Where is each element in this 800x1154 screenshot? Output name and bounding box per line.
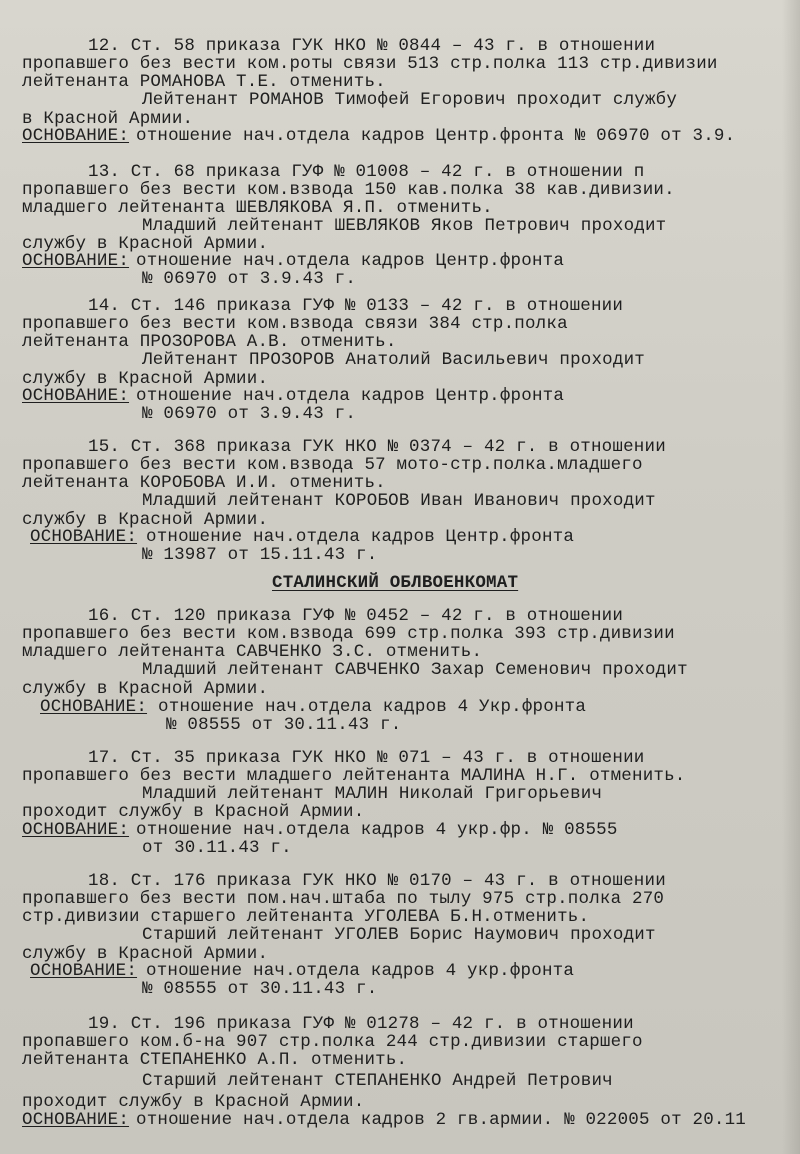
item-15-line-1: 15. Ст. 368 приказа ГУК НКО № 0374 – 42 г. в отношении	[88, 437, 666, 457]
item-13-basis-label: ОСНОВАНИЕ:	[22, 251, 130, 271]
item-16-basis-text: отношение нач.отдела кадров 4 Укр.фронта	[158, 697, 587, 717]
item-14-basis-label: ОСНОВАНИЕ:	[22, 386, 130, 406]
item-14-line-5: службу в Красной Армии.	[22, 369, 269, 389]
item-17-line-4: проходит службу в Красной Армии.	[22, 802, 365, 822]
item-14-basis-text: отношение нач.отдела кадров Центр.фронта	[136, 386, 565, 406]
item-13-line-1: 13. Ст. 68 приказа ГУФ № 01008 – 42 г. в отношении п	[88, 162, 645, 182]
item-12-line-1: 12. Ст. 58 приказа ГУК НКО № 0844 – 43 г. в отношении	[88, 36, 656, 56]
item-15-line-2: пропавшего без вести ком.взвода 57 мото-стр.полка.младшего	[22, 455, 643, 475]
item-17-line-3: Младший лейтенант МАЛИН Николай Григорьевич	[142, 784, 603, 804]
item-18-line-4: Старший лейтенант УГОЛЕВ Борис Наумович проходит	[142, 925, 656, 945]
item-18-basis-number: № 08555 от 30.11.43 г.	[142, 979, 378, 999]
item-16-line-2: пропавшего без вести ком.взвода 699 стр.полка 393 стр.дивизии	[22, 624, 675, 644]
item-19-line-1: 19. Ст. 196 приказа ГУФ № 01278 – 42 г. в отношении	[88, 1014, 634, 1034]
item-16-line-1: 16. Ст. 120 приказа ГУФ № 0452 – 42 г. в отношении	[88, 606, 624, 626]
item-15-line-3: лейтенанта КОРОБОВА И.И. отменить.	[22, 473, 386, 493]
item-19-line-3: лейтенанта СТЕПАНЕНКО А.П. отменить.	[22, 1050, 408, 1070]
item-14-line-4: Лейтенант ПРОЗОРОВ Анатолий Васильевич проходит	[142, 350, 645, 370]
item-17-line-2: пропавшего без вести младшего лейтенанта МАЛИНА Н.Г. отменить.	[22, 766, 686, 786]
item-14-line-1: 14. Ст. 146 приказа ГУФ № 0133 – 42 г. в отношении	[88, 296, 624, 316]
item-15-line-5: службу в Красной Армии.	[22, 510, 269, 530]
item-12-line-5: в Красной Армии.	[22, 109, 194, 129]
item-13-basis-number: № 06970 от 3.9.43 г.	[142, 269, 357, 289]
item-17-basis-label: ОСНОВАНИЕ:	[22, 820, 130, 840]
item-19-basis-label: ОСНОВАНИЕ:	[22, 1110, 130, 1130]
item-12-line-2: пропавшего без вести ком.роты связи 513 стр.полка 113 стр.дивизии	[22, 54, 718, 74]
item-18-basis-text: отношение нач.отдела кадров 4 укр.фронта	[146, 961, 575, 981]
item-18-line-5: службу в Красной Армии.	[22, 944, 269, 964]
item-13-line-4: Младший лейтенант ШЕВЛЯКОВ Яков Петрович проходит	[142, 216, 667, 236]
item-14-basis-number: № 06970 от 3.9.43 г.	[142, 404, 357, 424]
item-15-basis-label: ОСНОВАНИЕ:	[30, 527, 138, 547]
item-19-basis-text: отношение нач.отдела кадров 2 гв.армии. № 022005 от 20.11	[136, 1110, 746, 1130]
item-17-basis-text: отношение нач.отдела кадров 4 укр.фр. № 08555	[136, 820, 618, 840]
item-13-line-2: пропавшего без вести ком.взвода 150 кав.полка 38 кав.дивизии.	[22, 180, 675, 200]
item-15-basis-number: № 13987 от 15.11.43 г.	[142, 545, 378, 565]
item-13-line-5: службу в Красной Армии.	[22, 234, 269, 254]
item-18-line-2: пропавшего без вести пом.нач.штаба по тылу 975 стр.полка 270	[22, 889, 665, 909]
item-14-line-2: пропавшего без вести ком.взвода связи 384 стр.полка	[22, 314, 568, 334]
item-16-line-3: младшего лейтенанта САВЧЕНКО З.С. отменить.	[22, 642, 483, 662]
item-13-line-3: младшего лейтенанта ШЕВЛЯКОВА Я.П. отменить.	[22, 198, 493, 218]
item-16-line-5: службу в Красной Армии.	[22, 679, 269, 699]
item-19-line-2: пропавшего ком.б-на 907 стр.полка 244 стр.дивизии старшего	[22, 1032, 643, 1052]
item-12-basis-label: ОСНОВАНИЕ:	[22, 126, 130, 146]
item-12-basis-text: отношение нач.отдела кадров Центр.фронта № 06970 от 3.9.	[136, 126, 736, 146]
item-18-line-3: стр.дивизии старшего лейтенанта УГОЛЕВА Б.Н.отменить.	[22, 907, 590, 927]
item-12-line-3: лейтенанта РОМАНОВА Т.Е. отменить.	[22, 72, 386, 92]
item-14-line-3: лейтенанта ПРОЗОРОВА А.В. отменить.	[22, 332, 397, 352]
page-fold-shadow	[782, 0, 800, 1154]
item-19-line-4: Старший лейтенант СТЕПАНЕНКО Андрей Петрович	[142, 1071, 613, 1091]
item-15-line-4: Младший лейтенант КОРОБОВ Иван Иванович проходит	[142, 491, 656, 511]
item-19-line-5: проходит службу в Красной Армии.	[22, 1092, 365, 1112]
item-17-line-1: 17. Ст. 35 приказа ГУК НКО № 071 – 43 г. в отношении	[88, 748, 645, 768]
item-13-basis-text: отношение нач.отдела кадров Центр.фронта	[136, 251, 565, 271]
item-16-basis-label: ОСНОВАНИЕ:	[40, 697, 148, 717]
item-17-basis-date: от 30.11.43 г.	[142, 838, 292, 858]
item-18-basis-label: ОСНОВАНИЕ:	[30, 961, 138, 981]
item-16-line-4: Младший лейтенант САВЧЕНКО Захар Семенович проходит	[142, 660, 688, 680]
item-15-basis-text: отношение нач.отдела кадров Центр.фронта	[146, 527, 575, 547]
section-heading: СТАЛИНСКИЙ ОБЛВОЕНКОМАТ	[272, 573, 519, 593]
item-18-line-1: 18. Ст. 176 приказа ГУК НКО № 0170 – 43 г. в отношении	[88, 871, 666, 891]
item-12-line-4: Лейтенант РОМАНОВ Тимофей Егорович проходит службу	[142, 90, 678, 110]
item-16-basis-number: № 08555 от 30.11.43 г.	[166, 715, 402, 735]
